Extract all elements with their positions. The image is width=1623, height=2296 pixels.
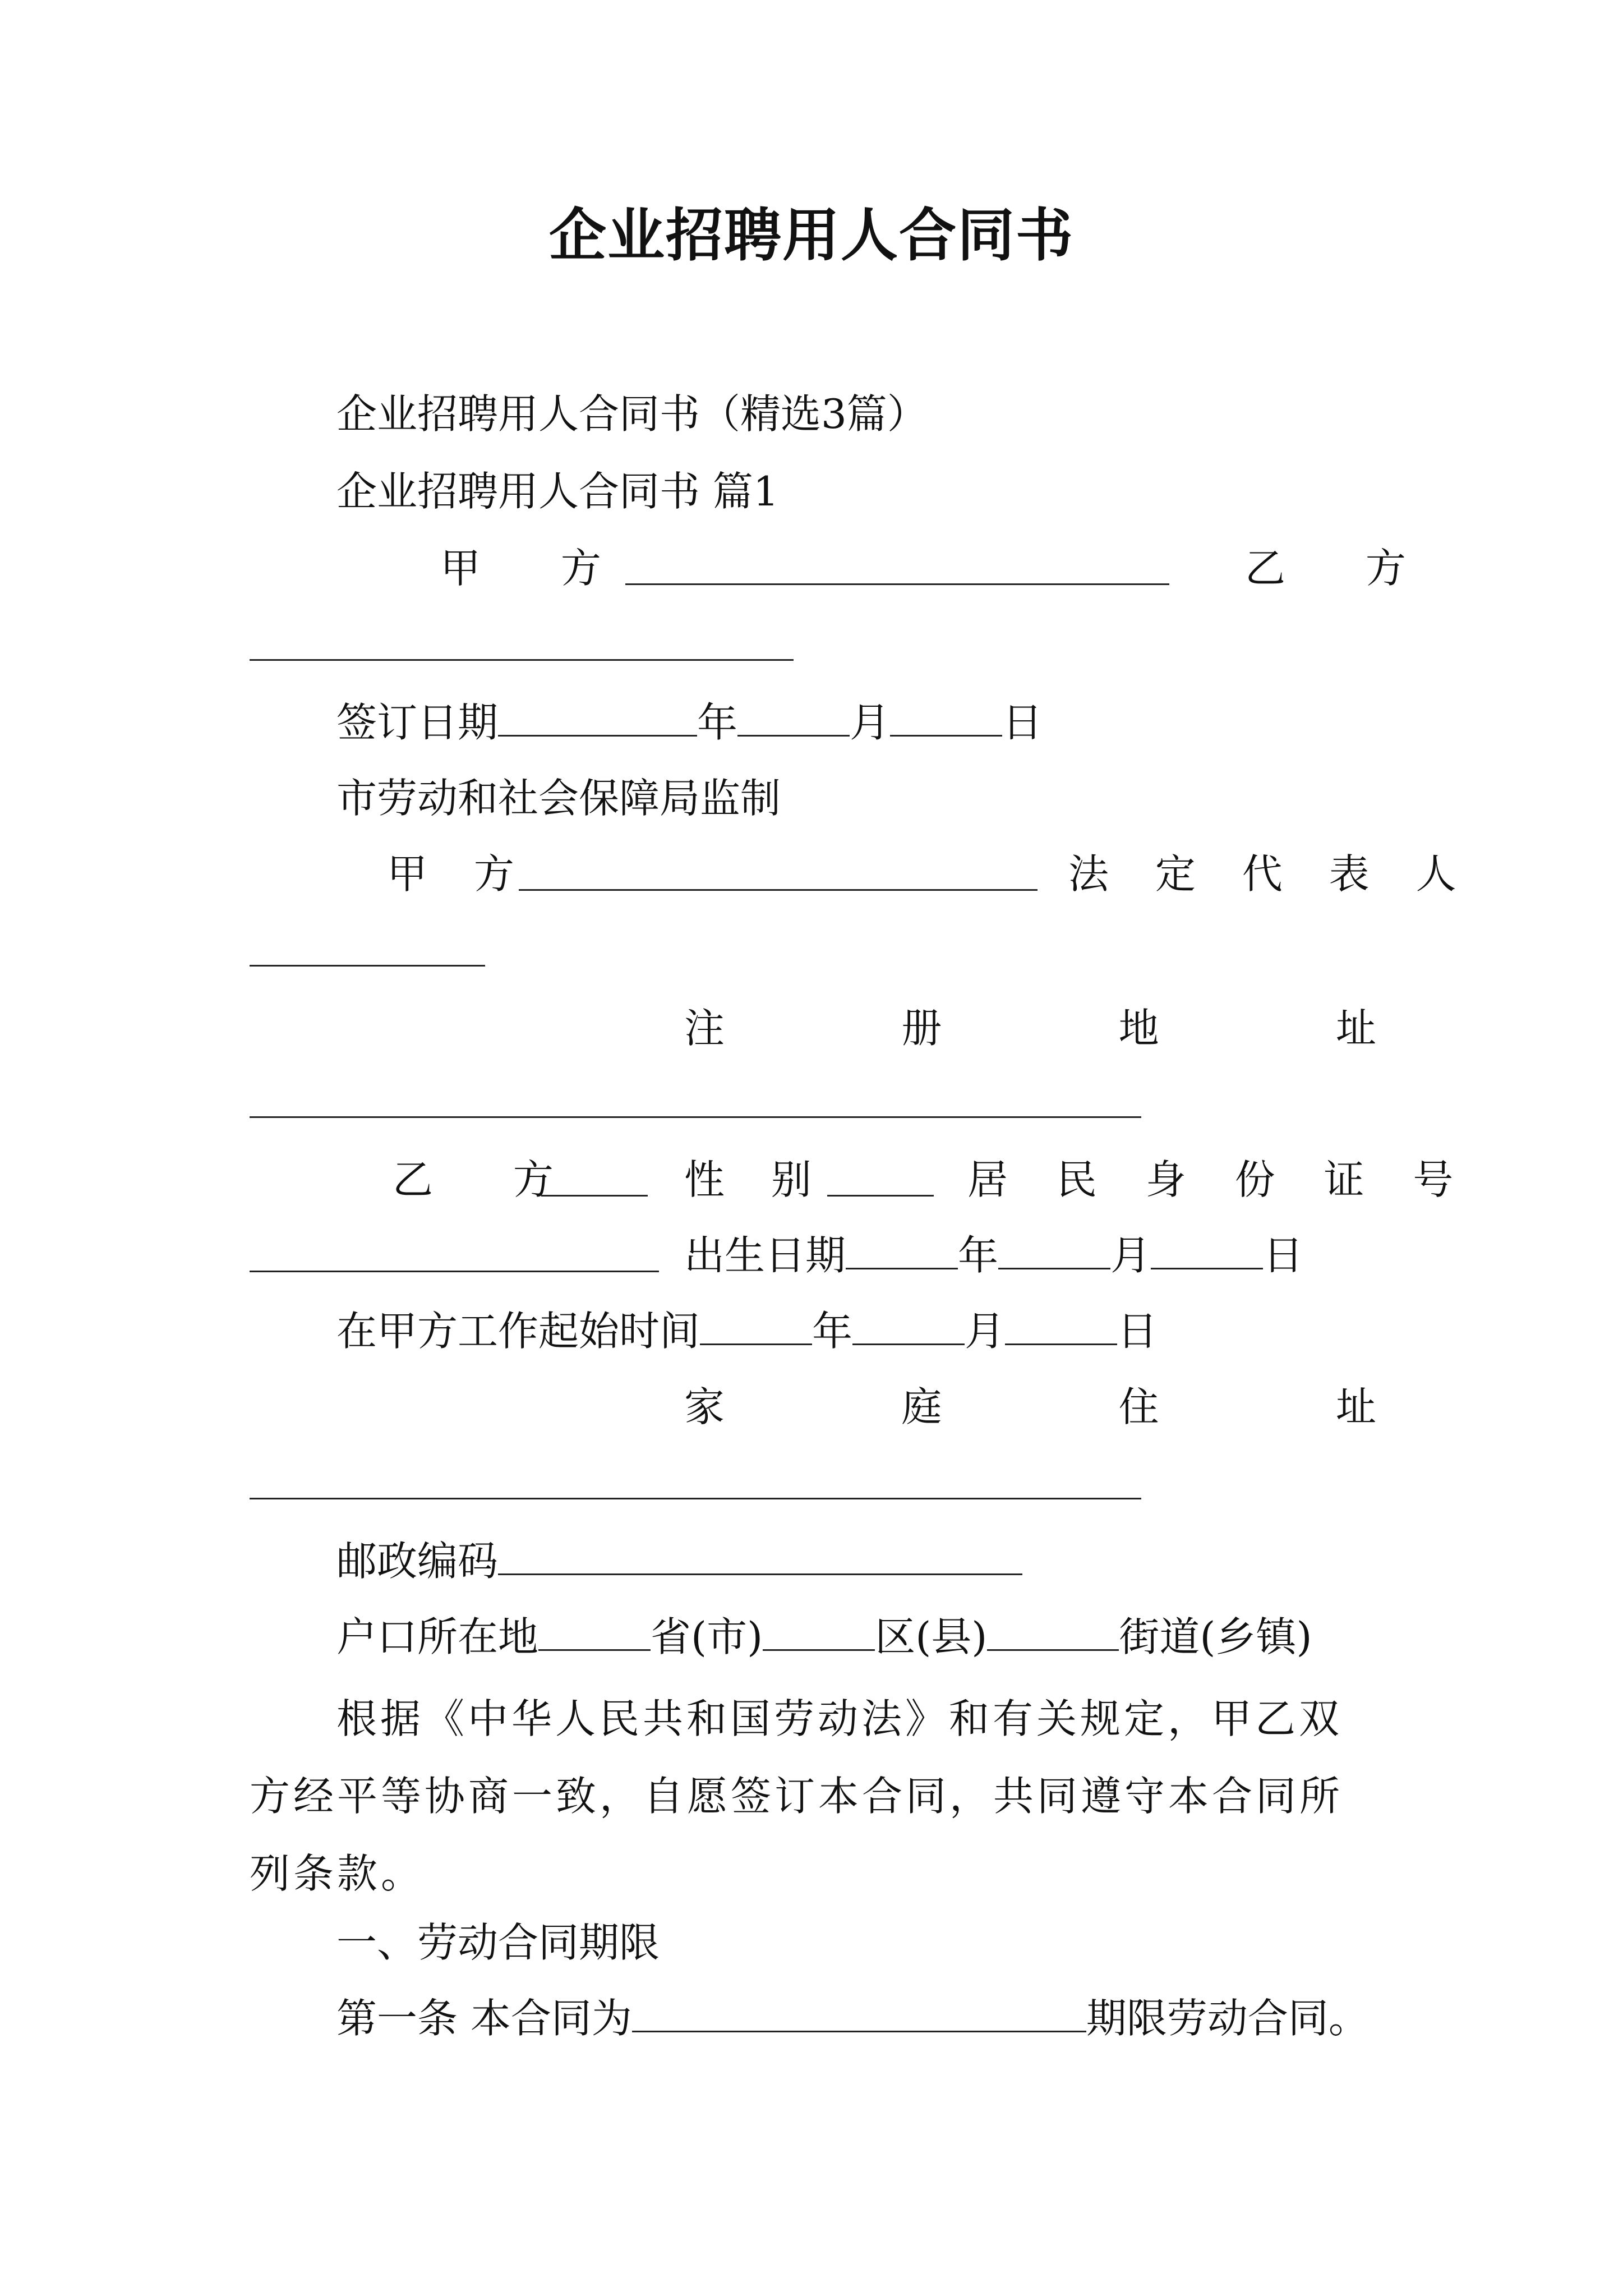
gender-label: 性 别: [684, 1156, 828, 1203]
id-no-blank[interactable]: [250, 1271, 659, 1272]
legal-rep-blank[interactable]: [250, 965, 485, 967]
postcode-label: 邮政编码: [336, 1538, 499, 1585]
party-b2-blank[interactable]: [541, 1195, 648, 1197]
reg-addr-blank[interactable]: [250, 1116, 1141, 1118]
work-start-row: [336, 1304, 1376, 1358]
district-blank[interactable]: [763, 1610, 875, 1651]
day-label: 日: [1002, 699, 1043, 746]
day-label: 日: [1263, 1232, 1304, 1279]
birth-date-row: [684, 1228, 1376, 1282]
province-label: 省(市): [651, 1613, 763, 1660]
id-no-label: 居 民 身 份 证 号: [967, 1156, 1472, 1203]
legal-rep-label: 法 定 代 表 人: [1068, 850, 1473, 898]
district-label: 区(县): [875, 1613, 988, 1660]
work-day-blank[interactable]: [1005, 1304, 1117, 1345]
home-addr-blank[interactable]: [250, 1498, 1141, 1499]
contract-term-blank[interactable]: [632, 1991, 1086, 2032]
birth-day-blank[interactable]: [1151, 1228, 1263, 1269]
day-label: 日: [1117, 1308, 1158, 1355]
street-blank[interactable]: [987, 1610, 1119, 1651]
home-addr-label: 家 庭 住 址: [684, 1383, 1376, 1430]
sign-date-row: [336, 696, 1376, 749]
year-label: 年: [697, 699, 738, 746]
work-month-blank[interactable]: [852, 1304, 965, 1345]
party-a2-blank[interactable]: [519, 889, 1038, 891]
birth-date-label: 出生日期: [684, 1232, 846, 1279]
province-blank[interactable]: [538, 1610, 651, 1651]
party-a-blank[interactable]: [625, 583, 1169, 585]
month-label: 月: [850, 699, 891, 746]
party-b2-label: 乙 方: [393, 1156, 587, 1203]
subtitle-chapter: 企业招聘用人合同书 篇1: [336, 468, 779, 515]
postcode-blank[interactable]: [498, 1534, 1022, 1575]
party-b-label: 乙 方: [1245, 545, 1440, 592]
month-label: 月: [1110, 1232, 1151, 1279]
intro-paragraph: 根据《中华人民共和国劳动法》和有关规定，甲乙双方经平等协商一致，自愿签订本合同，共同遵守本合同所列条款。: [250, 1695, 1344, 1897]
document-title: 企业招聘用人合同书: [549, 202, 1074, 269]
party-b-blank[interactable]: [250, 659, 794, 661]
sign-day-blank[interactable]: [890, 696, 1002, 737]
birth-month-blank[interactable]: [998, 1228, 1110, 1269]
supervisor-line: 市劳动和社会保障局监制: [336, 775, 781, 822]
sign-year-blank[interactable]: [498, 696, 697, 737]
sign-date-label: 签订日期: [336, 699, 499, 746]
work-year-blank[interactable]: [700, 1304, 812, 1345]
year-label: 年: [812, 1308, 853, 1355]
article-1-text: 第一条 本合同为: [336, 1995, 632, 2042]
article-1-text-end: 期限劳动合同。: [1086, 1995, 1369, 2042]
party-a2-label: 甲 方: [387, 850, 531, 898]
month-label: 月: [965, 1308, 1006, 1355]
sign-month-blank[interactable]: [737, 696, 850, 737]
article-1: [336, 1991, 1376, 2045]
work-start-label: 在甲方工作起始时间: [336, 1308, 700, 1355]
hukou-row: [336, 1610, 1376, 1664]
postcode-row: [336, 1534, 1376, 1588]
section-heading-1: 一、劳动合同期限: [336, 1919, 660, 1966]
reg-addr-label: 注 册 地 址: [684, 1005, 1376, 1052]
year-label: 年: [958, 1232, 999, 1279]
street-label: 街道(乡镇): [1119, 1613, 1312, 1660]
gender-blank[interactable]: [827, 1195, 934, 1197]
party-a-label: 甲 方: [440, 545, 635, 592]
subtitle-collection: 企业招聘用人合同书（精选3篇）: [336, 390, 928, 438]
hukou-label: 户口所在地: [336, 1613, 539, 1660]
birth-year-blank[interactable]: [846, 1228, 958, 1269]
